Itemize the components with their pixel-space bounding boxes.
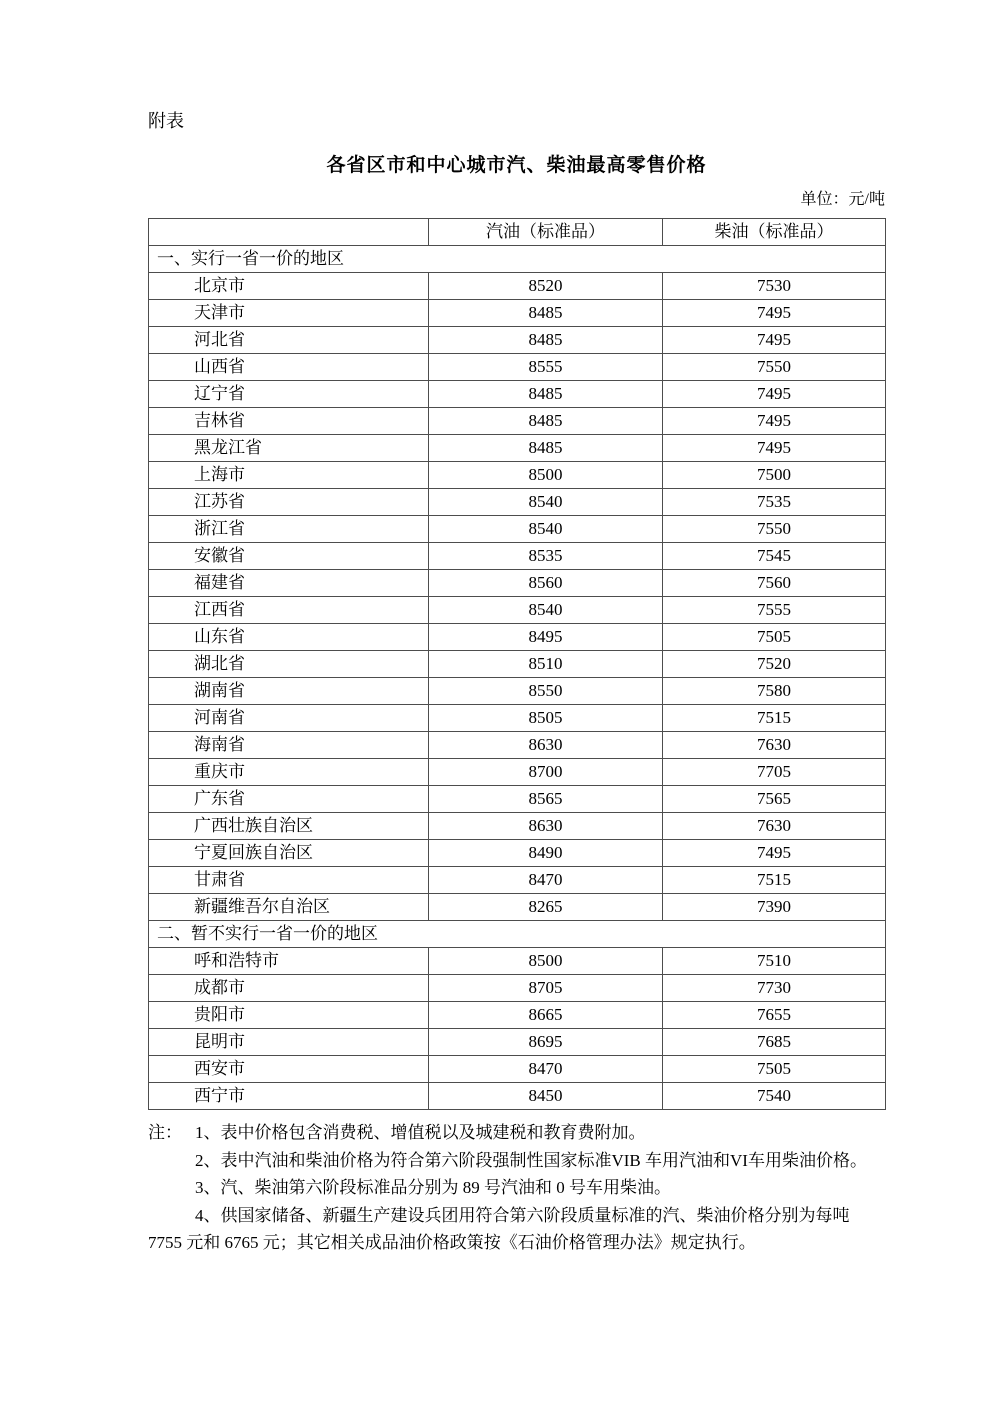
gasoline-price: 8485 [429,408,663,435]
region-name: 甘肃省 [149,867,429,894]
region-name: 安徽省 [149,543,429,570]
table-row [149,1056,886,1083]
region-name: 广西壮族自治区 [149,813,429,840]
diesel-price: 7505 [663,1056,886,1083]
table-row [149,435,886,462]
gasoline-price: 8495 [429,624,663,651]
table-row [149,300,886,327]
col-header-diesel: 柴油（标准品） [663,219,886,246]
diesel-price: 7555 [663,597,886,624]
region-name: 吉林省 [149,408,429,435]
region-name: 新疆维吾尔自治区 [149,894,429,921]
gasoline-price: 8485 [429,300,663,327]
gasoline-price: 8265 [429,894,663,921]
region-name: 北京市 [149,273,429,300]
diesel-price: 7495 [663,435,886,462]
gasoline-price: 8540 [429,489,663,516]
table-row [149,570,886,597]
gasoline-price: 8450 [429,1083,663,1110]
diesel-price: 7580 [663,678,886,705]
gasoline-price: 8485 [429,435,663,462]
table-row [149,408,886,435]
table-row [149,705,886,732]
region-name: 河北省 [149,327,429,354]
table-row [149,354,886,381]
table-row [149,1002,886,1029]
table-row [149,732,886,759]
diesel-price: 7545 [663,543,886,570]
table-row [149,651,886,678]
gasoline-price: 8535 [429,543,663,570]
gasoline-price: 8555 [429,354,663,381]
price-table [148,218,886,1110]
table-row [149,867,886,894]
diesel-price: 7540 [663,1083,886,1110]
gasoline-price: 8500 [429,948,663,975]
gasoline-price: 8630 [429,732,663,759]
attachment-label: 附表 [148,111,184,131]
diesel-price: 7390 [663,894,886,921]
table-row [149,327,886,354]
table-row [149,543,886,570]
gasoline-price: 8700 [429,759,663,786]
diesel-price: 7685 [663,1029,886,1056]
gasoline-price: 8550 [429,678,663,705]
table-row [149,975,886,1002]
table-row [149,948,886,975]
diesel-price: 7520 [663,651,886,678]
diesel-price: 7560 [663,570,886,597]
region-name: 浙江省 [149,516,429,543]
diesel-price: 7550 [663,354,886,381]
diesel-price: 7500 [663,462,886,489]
table-header-row [149,219,886,246]
region-name: 天津市 [149,300,429,327]
section-header: 一、实行一省一价的地区 [149,246,886,273]
gasoline-price: 8490 [429,840,663,867]
diesel-price: 7655 [663,1002,886,1029]
diesel-price: 7550 [663,516,886,543]
region-name: 上海市 [149,462,429,489]
section-header-row [149,921,886,948]
gasoline-price: 8630 [429,813,663,840]
region-name: 辽宁省 [149,381,429,408]
section-header-row [149,246,886,273]
diesel-price: 7505 [663,624,886,651]
table-row [149,1029,886,1056]
diesel-price: 7535 [663,489,886,516]
diesel-price: 7730 [663,975,886,1002]
region-name: 江苏省 [149,489,429,516]
region-name: 山东省 [149,624,429,651]
note-item: 2、表中汽油和柴油价格为符合第六阶段强制性国家标准VIB 车用汽油和VI车用柴油价格。 [195,1150,867,1170]
diesel-price: 7495 [663,408,886,435]
gasoline-price: 8705 [429,975,663,1002]
gasoline-price: 8665 [429,1002,663,1029]
document-page [148,0,885,1257]
gasoline-price: 8540 [429,516,663,543]
region-name: 山西省 [149,354,429,381]
table-row [149,489,886,516]
gasoline-price: 8565 [429,786,663,813]
region-name: 呼和浩特市 [149,948,429,975]
table-row [149,813,886,840]
region-name: 重庆市 [149,759,429,786]
region-name: 西安市 [149,1056,429,1083]
diesel-price: 7495 [663,840,886,867]
gasoline-price: 8470 [429,867,663,894]
region-name: 湖北省 [149,651,429,678]
note-item: 4、供国家储备、新疆生产建设兵团用符合第六阶段质量标准的汽、柴油价格分别为每吨 7755 元和 6765 元；其它相关成品油价格政策按《石油价格管理办法》规定执行。 [148,1205,850,1252]
region-name: 江西省 [149,597,429,624]
diesel-price: 7510 [663,948,886,975]
diesel-price: 7630 [663,732,886,759]
region-name: 河南省 [149,705,429,732]
table-row [149,678,886,705]
col-header-region [149,219,429,246]
table-row [149,381,886,408]
gasoline-price: 8485 [429,327,663,354]
gasoline-price: 8485 [429,381,663,408]
region-name: 广东省 [149,786,429,813]
region-name: 成都市 [149,975,429,1002]
diesel-price: 7565 [663,786,886,813]
region-name: 宁夏回族自治区 [149,840,429,867]
table-row [149,786,886,813]
region-name: 西宁市 [149,1083,429,1110]
region-name: 黑龙江省 [149,435,429,462]
diesel-price: 7515 [663,867,886,894]
gasoline-price: 8540 [429,597,663,624]
gasoline-price: 8560 [429,570,663,597]
diesel-price: 7530 [663,273,886,300]
table-row [149,273,886,300]
diesel-price: 7705 [663,759,886,786]
col-header-gasoline: 汽油（标准品） [429,219,663,246]
diesel-price: 7495 [663,327,886,354]
table-row [149,894,886,921]
notes-label: 注： [148,1123,182,1142]
unit-label: 单位：元/吨 [800,191,885,208]
price-table-body [149,246,886,1110]
note-item [148,1119,885,1147]
table-row [149,759,886,786]
table-row [149,597,886,624]
notes-block [148,1119,885,1257]
diesel-price: 7495 [663,381,886,408]
section-header: 二、暂不实行一省一价的地区 [149,921,886,948]
region-name: 湖南省 [149,678,429,705]
note-text: 1、表中价格包含消费税、增值税以及城建税和教育费附加。 [195,1123,646,1142]
diesel-price: 7495 [663,300,886,327]
table-row [149,1083,886,1110]
region-name: 贵阳市 [149,1002,429,1029]
gasoline-price: 8470 [429,1056,663,1083]
gasoline-price: 8510 [429,651,663,678]
diesel-price: 7515 [663,705,886,732]
gasoline-price: 8500 [429,462,663,489]
region-name: 昆明市 [149,1029,429,1056]
gasoline-price: 8695 [429,1029,663,1056]
table-row [149,624,886,651]
note-item: 3、汽、柴油第六阶段标准品分别为 89 号汽油和 0 号车用柴油。 [195,1178,671,1197]
table-row [149,840,886,867]
table-row [149,462,886,489]
region-name: 福建省 [149,570,429,597]
gasoline-price: 8520 [429,273,663,300]
page-title: 各省区市和中心城市汽、柴油最高零售价格 [326,155,707,176]
table-row [149,516,886,543]
gasoline-price: 8505 [429,705,663,732]
diesel-price: 7630 [663,813,886,840]
region-name: 海南省 [149,732,429,759]
